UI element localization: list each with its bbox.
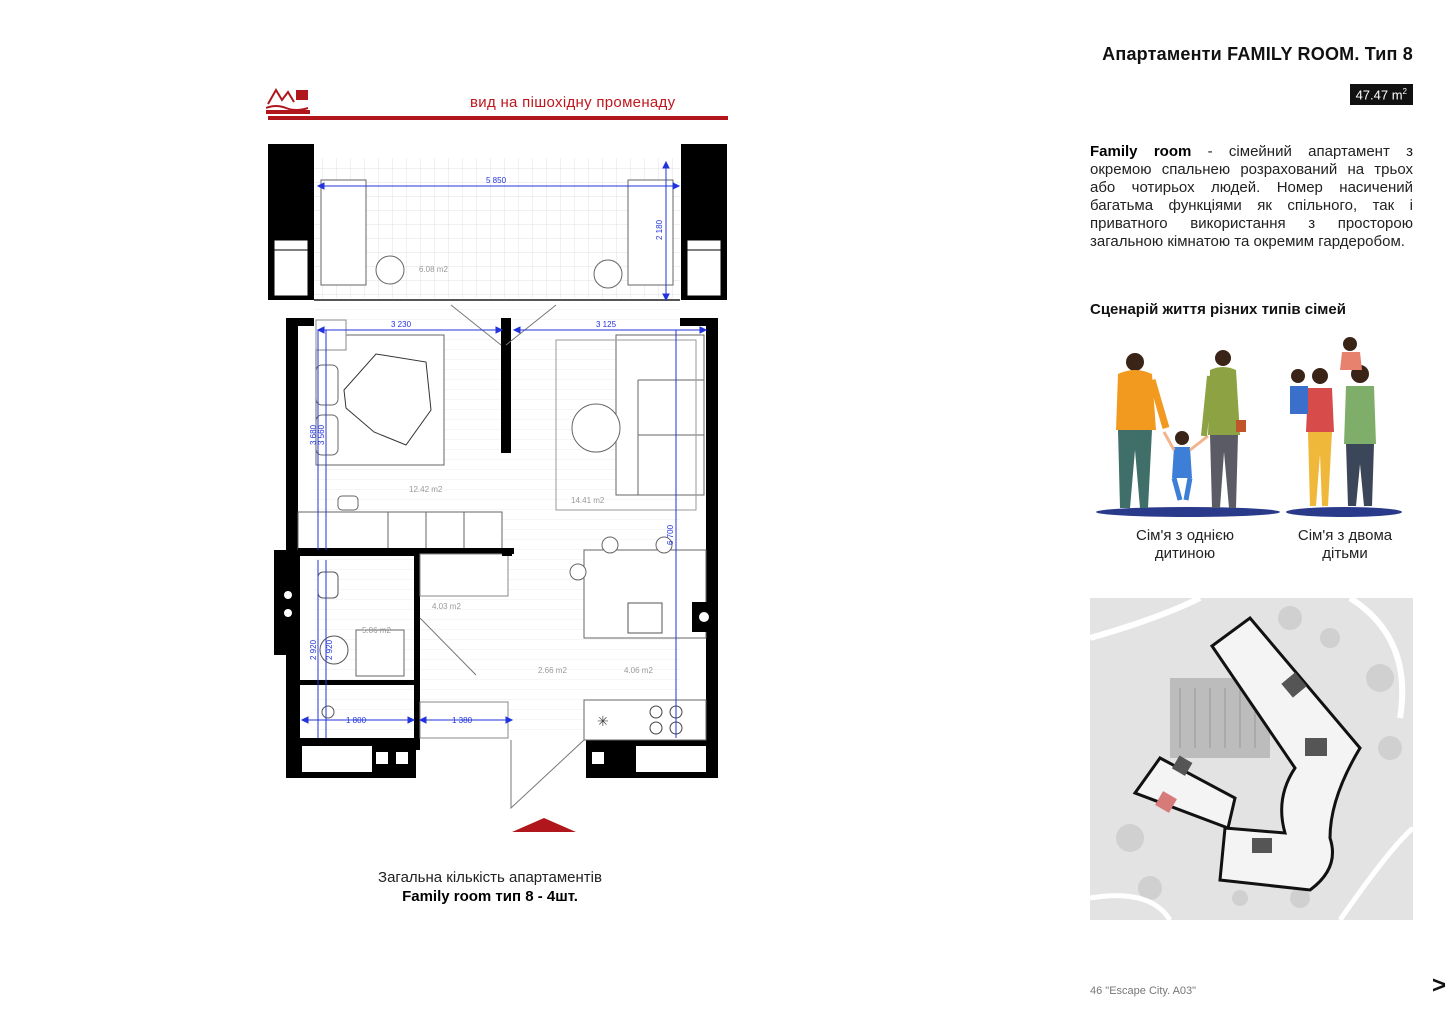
dim-living-width: 3 125 [596, 320, 617, 329]
area-wardrobe: 4.03 m2 [432, 602, 461, 611]
area-unit: 2 [1402, 87, 1407, 96]
area-hall: 2.66 m2 [538, 666, 567, 675]
next-page-arrow[interactable]: > [1432, 972, 1447, 999]
dim-bedroom-width: 3 230 [391, 320, 412, 329]
description-term: Family room [1090, 143, 1192, 160]
site-plan-map [1090, 598, 1413, 920]
dim-balcony-depth: 2 180 [655, 219, 664, 240]
area-bedroom: 12.42 m2 [409, 485, 443, 494]
total-value: Family room тип 8 - 4шт. [402, 888, 578, 905]
page-footer: 46 "Escape City. A03" [1090, 985, 1197, 997]
dim-bath-width: 1 800 [346, 716, 367, 725]
area-badge [1350, 84, 1413, 105]
area-balcony: 6.08 m2 [419, 265, 448, 274]
page-title: Апартаменти FAMILY ROOM. Тип 8 [1102, 44, 1413, 64]
family-one-child-caption [1100, 527, 1270, 563]
family-one-caption-line2: дитиною [1154, 545, 1216, 562]
family-two-children-caption [1270, 527, 1420, 563]
family-two-caption-line2: дітьми [1322, 545, 1368, 562]
floor-plan [266, 140, 736, 840]
dim-balcony-width: 5 850 [486, 176, 507, 185]
promenade-icon [266, 86, 316, 116]
family-one-child-illustration [1090, 340, 1290, 520]
family-one-caption-line1: Сім'я з однією [1136, 527, 1234, 544]
svg-text:✳: ✳ [597, 713, 609, 729]
area-value: 47.47 m [1355, 87, 1403, 103]
description-text: - сімейний апартамент з окремою спальнею розрахований на трьох або чотирьох людей. Номер насичений багатьма функціями як спільного, так і приватного використання з просторою загальною кімнатою та окремим гардеробом. [1090, 143, 1414, 250]
family-two-children-illustration [1282, 336, 1412, 520]
area-bathroom: 5.06 m2 [362, 626, 391, 635]
total-apartments [290, 868, 690, 906]
scenario-title: Сценарій життя різних типів сімей [1090, 301, 1346, 318]
dim-bath-depth: 2 920 [309, 639, 318, 660]
family-two-caption-line1: Сім'я з двома [1297, 527, 1393, 544]
dim-bedroom-depth: 3 680 [309, 424, 318, 445]
total-label-text: Загальна кількість апартаментів [378, 869, 602, 886]
promenade-line [268, 116, 728, 120]
description [1090, 143, 1413, 251]
dim-hall-width: 1 380 [452, 716, 473, 725]
dim-total-depth: 6 700 [666, 524, 675, 545]
view-label: вид на пішохідну променаду [470, 94, 676, 111]
dim-bedroom-depth-inner: 3 560 [317, 424, 326, 445]
area-kitchen: 4.06 m2 [624, 666, 653, 675]
area-living: 14.41 m2 [571, 496, 605, 505]
dim-bath-depth-inner: 2 920 [325, 639, 334, 660]
